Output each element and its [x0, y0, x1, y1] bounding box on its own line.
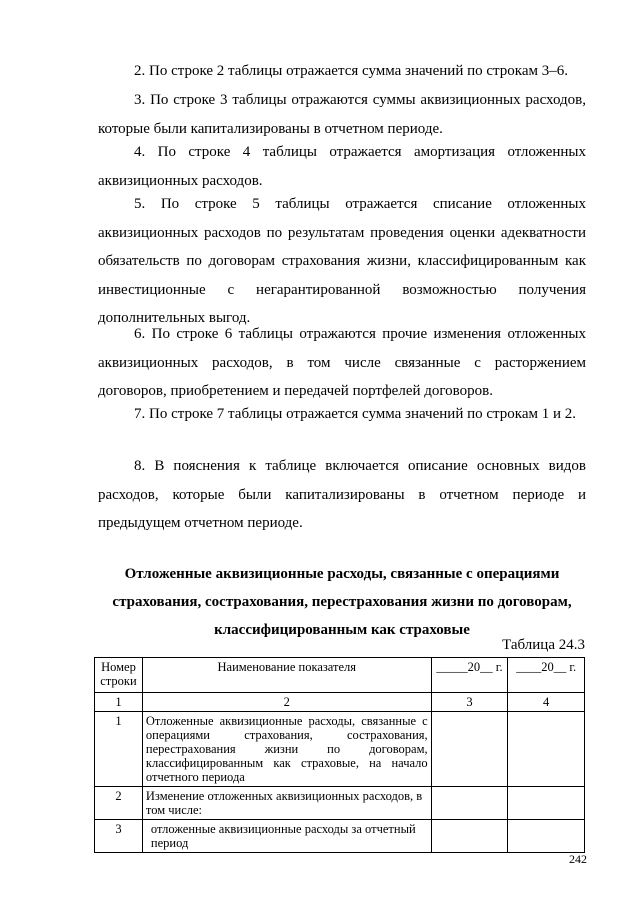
header-year-1: _____20__ г.: [431, 658, 508, 693]
row-value-1: [431, 787, 508, 820]
row-value-2: [508, 787, 585, 820]
numbering-cell: 3: [431, 693, 508, 712]
numbering-cell: 1: [95, 693, 143, 712]
table-heading: [98, 560, 586, 644]
row-name: отложенные аквизиционные расходы за отчетный период: [142, 820, 431, 853]
header-year-2: ____20__ г.: [508, 658, 585, 693]
row-name: Изменение отложенных аквизиционных расходов, в том числе:: [142, 787, 431, 820]
paragraph-5: 5. По строке 5 таблицы отражается списание отложенных аквизиционных расходов по результатам проведения оценки адекватности обязательств по договорам страхования жизни, классифицированным как инвестиционные с негарантированной возможностью получения дополнительных выгод.: [98, 196, 586, 326]
table-header-row: [95, 658, 585, 693]
header-row-number: Номер строки: [95, 658, 143, 693]
paragraph-8: 8. В пояснения к таблице включается описание основных видов расходов, которые были капитализированы в отчетном периоде и предыдущем отчетном периоде.: [98, 458, 586, 531]
table-row: [95, 712, 585, 787]
paragraph-6: 6. По строке 6 таблицы отражаются прочие изменения отложенных аквизиционных расходов, в том числе связанные с расторжением договоров, приобретением и передачей портфелей договоров.: [98, 326, 586, 399]
row-name: Отложенные аквизиционные расходы, связанные с операциями страхования, сострахования, перестрахования жизни по договорам, классифицированным как страховые, на начало отчетного периода: [142, 712, 431, 787]
table-heading-line-1: Отложенные аквизиционные расходы, связанные с операциями: [124, 566, 560, 582]
table-row: [95, 787, 585, 820]
row-value-1: [431, 712, 508, 787]
data-table: [94, 657, 585, 853]
table-label: Таблица 24.3: [502, 637, 585, 653]
table-numbering-row: [95, 693, 585, 712]
row-number: 2: [95, 787, 143, 820]
row-value-1: [431, 820, 508, 853]
table-heading-line-3: классифицированным как страховые: [214, 622, 470, 638]
paragraph-4: 4. По строке 4 таблицы отражается амортизация отложенных аквизиционных расходов.: [98, 144, 586, 189]
paragraph-3: 3. По строке 3 таблицы отражаются суммы аквизиционных расходов, которые были капитализированы в отчетном периоде.: [98, 92, 586, 137]
row-value-2: [508, 820, 585, 853]
paragraph-7: 7. По строке 7 таблицы отражается сумма значений по строкам 1 и 2.: [134, 406, 577, 422]
row-number: 3: [95, 820, 143, 853]
paragraph-2: 2. По строке 2 таблицы отражается сумма значений по строкам 3–6.: [134, 63, 568, 79]
page-number: 242: [569, 852, 587, 866]
row-number: 1: [95, 712, 143, 787]
numbering-cell: 2: [142, 693, 431, 712]
row-value-2: [508, 712, 585, 787]
table-row: [95, 820, 585, 853]
numbering-cell: 4: [508, 693, 585, 712]
header-indicator-name: Наименование показателя: [142, 658, 431, 693]
table-heading-line-2: страхования, сострахования, перестрахования жизни по договорам,: [112, 594, 572, 610]
